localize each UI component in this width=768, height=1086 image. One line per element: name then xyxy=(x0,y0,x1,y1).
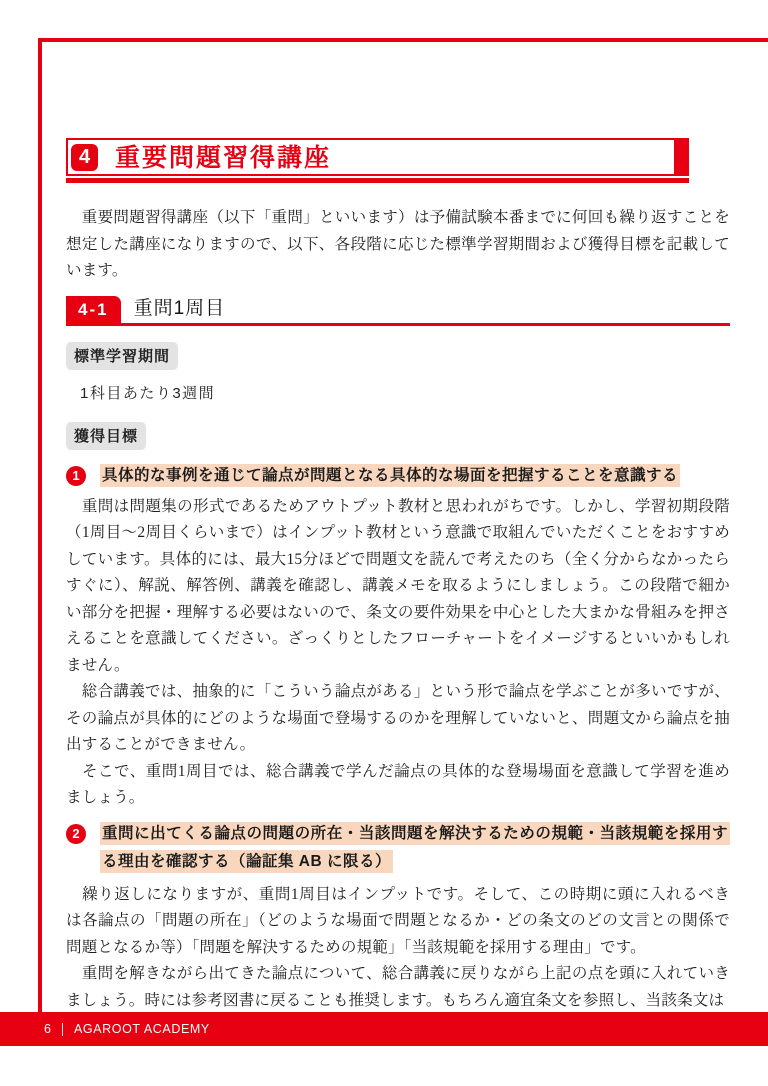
study-period-value: 1科目あたり3週間 xyxy=(80,384,216,402)
goal-1-paragraph-1: 重問は問題集の形式であるためアウトプット教材と思われがちです。しかし、学習初期段階（1周目～2周目くらいまで）はインプット教材という意識で取組んでいただくことをおすすめしています。具体的には、最大15分ほどで問題文を読んで考えたのち（全く分からなかったらすぐに）、解説、解答例、講義を確認し、講義メモを取るようにしましょう。この段階で細かい部分を把握・理解する必要はないので、条文の要件効果を中心とした大まかな骨組みを押さえることを意識してください。ざっくりとしたフローチャートをイメージするといいかもしれません。 xyxy=(66,497,730,674)
page-frame-top-rule xyxy=(38,38,768,42)
footer-page-number: 6 xyxy=(44,1022,52,1036)
page-content xyxy=(66,138,730,1014)
section-title: 重問1周目 xyxy=(133,297,226,319)
goal-1-number-badge: 1 xyxy=(66,466,86,486)
chapter-thick-rule xyxy=(66,178,689,183)
footer-brand: AGAROOT ACADEMY xyxy=(73,1022,210,1036)
goal-2-paragraph-2: 重問を解きながら出てきた論点について、総合講義に戻りながら上記の点を頭に入れていきましょう。時には参考図書に戻ることも推奨します。もちろん適宜条文を参照し、当該条文は xyxy=(66,965,730,1009)
chapter-box-end-bar xyxy=(674,140,687,174)
footer-divider xyxy=(62,1023,63,1036)
goal-1-heading-text: 具体的な事例を通じて論点が問題となる具体的な場面を把握することを意識する xyxy=(100,464,680,487)
goals-label: 獲得目標 xyxy=(66,422,146,450)
page-frame-left-rule xyxy=(38,38,42,1012)
section-header xyxy=(66,293,730,326)
goal-heading-2 xyxy=(66,820,730,876)
study-period-label: 標準学習期間 xyxy=(66,342,178,370)
goal-2-paragraph-1: 繰り返しになりますが、重問1周目はインプットです。そして、この時期に頭に入れるべきは各論点の「問題の所在」（どのような場面で問題となるか・どの条文のどの文言との関係で問題となるか等）「問題を解決するための規範」「当該規範を採用する理由」です。 xyxy=(66,885,730,956)
chapter-title-box xyxy=(66,138,689,176)
page-footer-bar xyxy=(0,1012,768,1046)
chapter-intro-paragraph: 重要問題習得講座（以下「重問」といいます）は予備試験本番までに何回も繰り返すことを想定した講座になりますので、以下、各段階に応じた標準学習期間および獲得目標を記載しています。 xyxy=(66,209,730,279)
chapter-header xyxy=(66,138,730,183)
chapter-title: 重要問題習得講座 xyxy=(115,144,332,172)
goal-2-number-badge: 2 xyxy=(66,824,86,844)
goal-1-paragraph-2: 総合講義では、抽象的に「こういう論点がある」という形で論点を学ぶことが多いですが、その論点が具体的にどのような場面で登場するのかを理解していないと、問題文から論点を抽出することができません。 xyxy=(66,683,730,753)
goal-2-heading-text: 重問に出てくる論点の問題の所在・当該問題を解決するための規範・当該規範を採用する理由を確認する（論証集 AB に限る） xyxy=(100,822,730,873)
goal-1-paragraph-3: そこで、重問1周目では、総合講義で学んだ論点の具体的な登場場面を意識して学習を進めましょう。 xyxy=(66,762,730,806)
section-number-badge: 4-1 xyxy=(66,296,121,323)
chapter-number-badge: 4 xyxy=(71,144,98,171)
goal-heading-1 xyxy=(66,462,730,490)
